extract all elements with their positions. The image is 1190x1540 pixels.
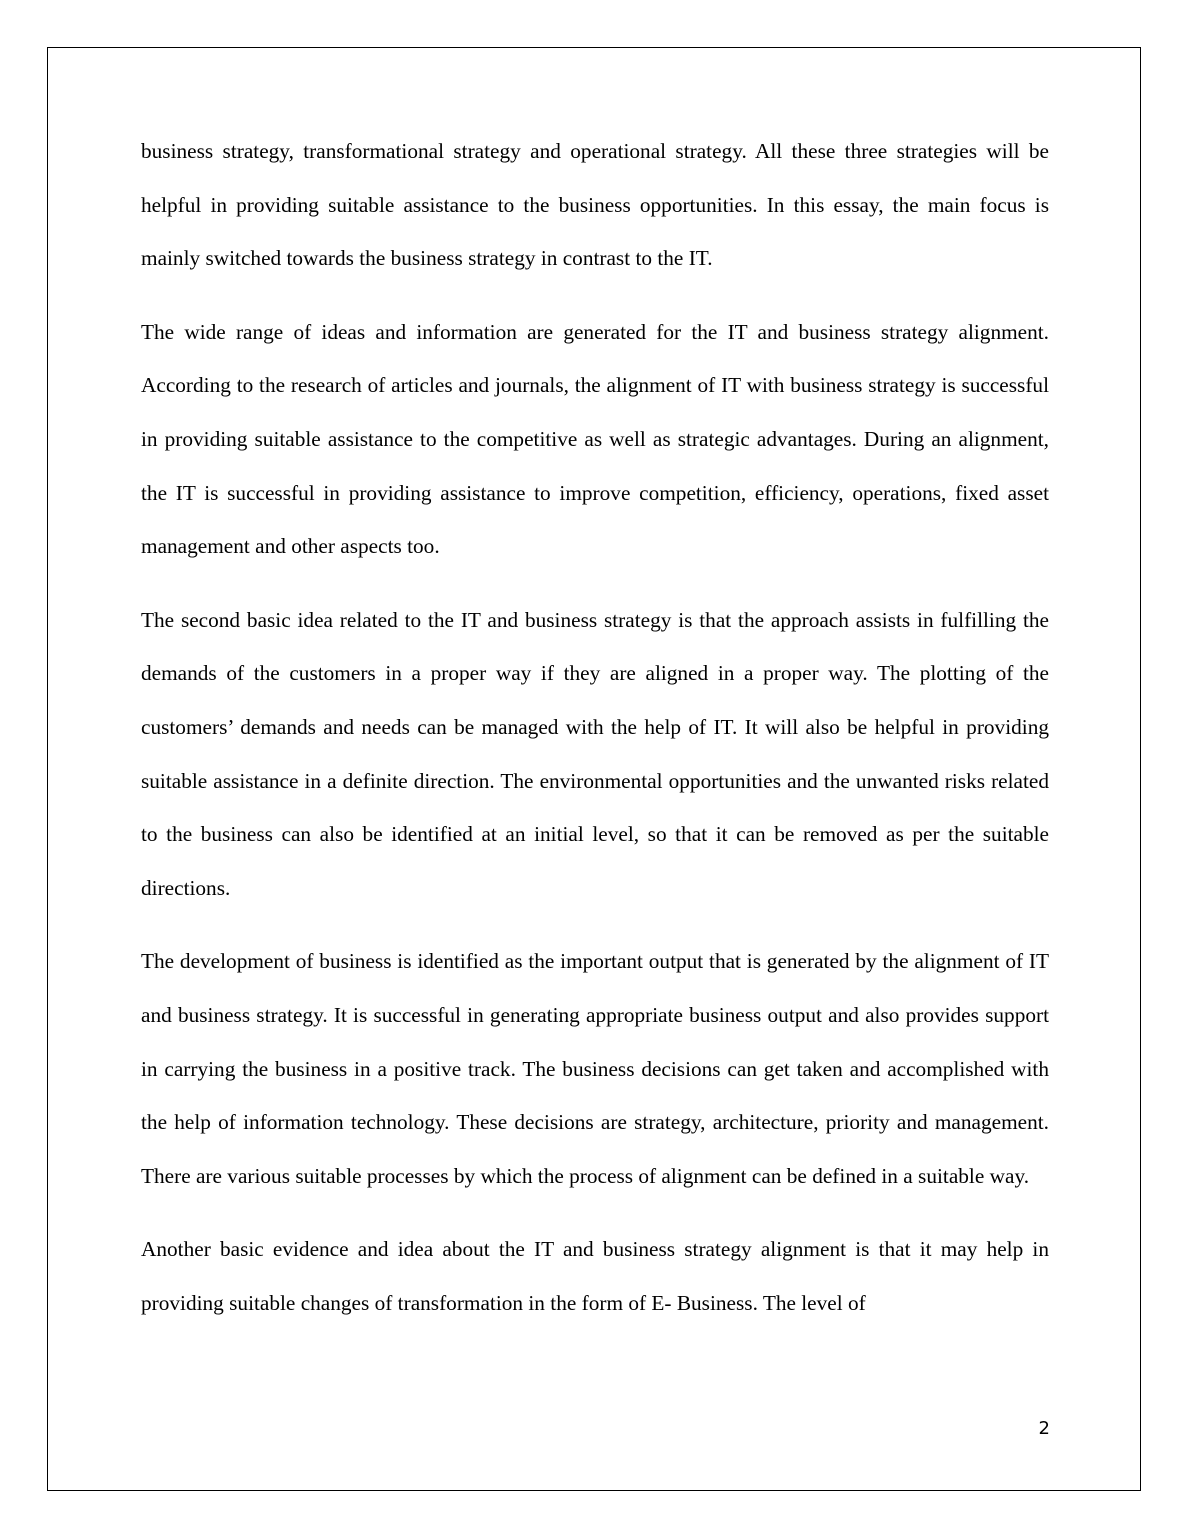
paragraph-5: Another basic evidence and idea about the IT and business strategy alignment is that it may help in providing suitable changes of transformation in the form of E- Business. The level of <box>141 1237 1049 1316</box>
paragraph-3: The second basic idea related to the IT and business strategy is that the approach assists in fulfilling the demands of the customers in a proper way if they are aligned in a proper way. The plotting of the customers’ demands and needs can be managed with the help of IT. It will also be helpful in providing suitable assistance in a definite direction. The environmental opportunities and the unwanted risks related to the business can also be identified at an initial level, so that it can be removed as per the suitable directions. <box>141 607 1049 901</box>
paragraph-4: The development of business is identified as the important output that is generated by the alignment of IT and business strategy. It is successful in generating appropriate business output and also provides support in carrying the business in a positive track. The business decisions can get taken and accomplished with the help of information technology. These decisions are strategy, architecture, priority and management. There are various suitable processes by which the process of alignment can be defined in a suitable way. <box>141 949 1049 1189</box>
document-body <box>141 125 1049 1331</box>
paragraph-2: The wide range of ideas and information are generated for the IT and business strategy alignment. According to the research of articles and journals, the alignment of IT with business strategy is successful in providing suitable assistance to the competitive as well as strategic advantages. During an alignment, the IT is successful in providing assistance to improve competition, efficiency, operations, fixed asset management and other aspects too. <box>141 319 1049 559</box>
paragraph-1: business strategy, transformational strategy and operational strategy. All these three strategies will be helpful in providing suitable assistance to the business opportunities. In this essay, the main focus is mainly switched towards the business strategy in contrast to the IT. <box>141 139 1049 271</box>
page-number: 2 <box>1038 1418 1050 1439</box>
